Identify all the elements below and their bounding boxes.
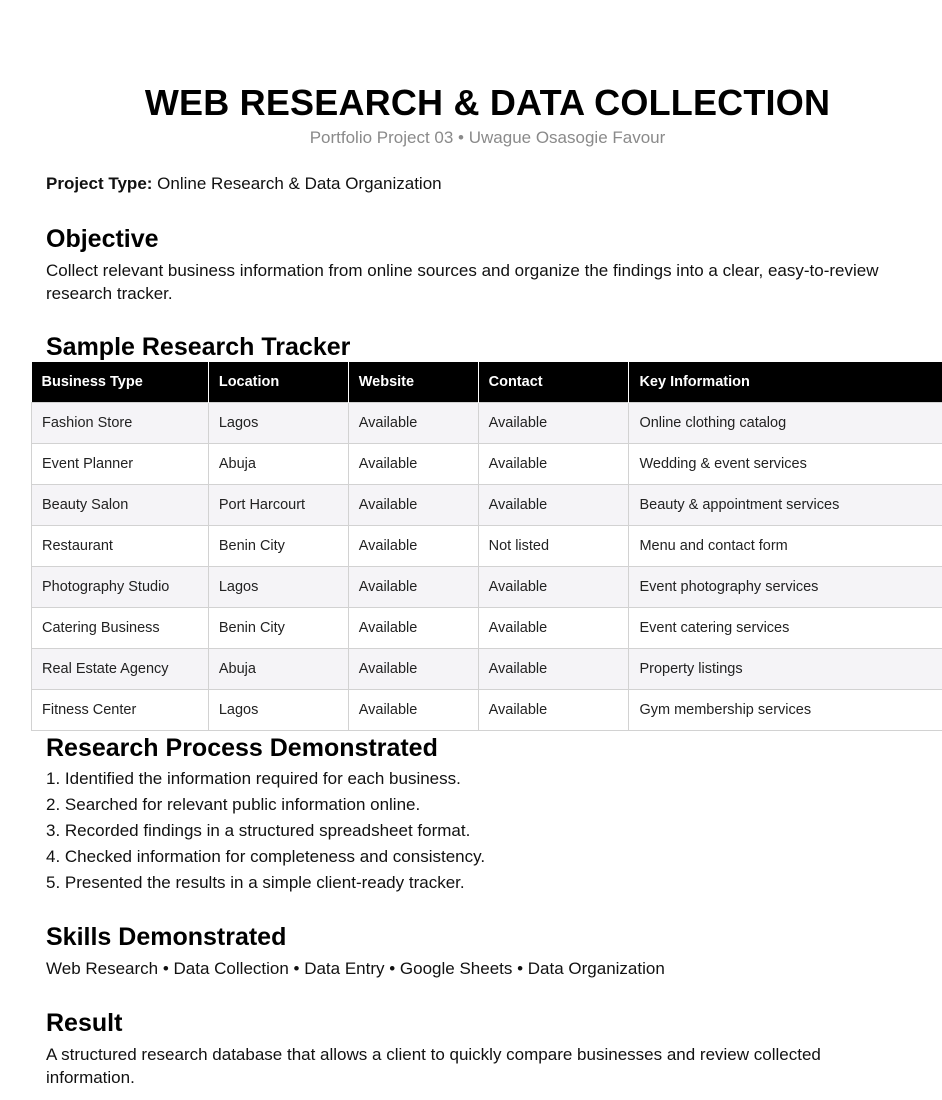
table-row <box>32 402 942 443</box>
table-cell: Available <box>478 648 629 689</box>
table-cell: Available <box>478 607 629 648</box>
table-cell: Benin City <box>208 607 348 648</box>
table-header-row <box>32 362 942 402</box>
column-header: Website <box>348 362 478 402</box>
table-cell: Lagos <box>208 402 348 443</box>
table-cell: Available <box>348 689 478 730</box>
table-cell: Available <box>348 648 478 689</box>
table-cell: Menu and contact form <box>629 525 942 566</box>
table-cell: Available <box>348 402 478 443</box>
table-cell: Available <box>478 484 629 525</box>
process-heading: Research Process Demonstrated <box>46 734 438 762</box>
table-cell: Port Harcourt <box>208 484 348 525</box>
objective-heading: Objective <box>46 225 159 253</box>
table-body <box>32 402 942 730</box>
column-header: Key Information <box>629 362 942 402</box>
list-item: 5. Presented the results in a simple client-ready tracker. <box>46 870 485 896</box>
page-subtitle: Portfolio Project 03 • Uwague Osasogie Favour <box>309 128 666 147</box>
research-tracker-table <box>31 362 942 731</box>
table-cell: Abuja <box>208 648 348 689</box>
skills-heading: Skills Demonstrated <box>46 923 287 951</box>
table-cell: Event photography services <box>629 566 942 607</box>
table-cell: Beauty Salon <box>32 484 209 525</box>
column-header: Contact <box>478 362 629 402</box>
table-row <box>32 443 942 484</box>
table-cell: Available <box>478 402 629 443</box>
table-cell: Property listings <box>629 648 942 689</box>
column-header: Business Type <box>32 362 209 402</box>
table-cell: Not listed <box>478 525 629 566</box>
table-row <box>32 566 942 607</box>
project-type-label: Project Type: <box>46 174 153 193</box>
list-item: 2. Searched for relevant public information online. <box>46 792 485 818</box>
table-cell: Available <box>478 566 629 607</box>
list-item: 3. Recorded findings in a structured spreadsheet format. <box>46 818 485 844</box>
project-type <box>46 174 442 194</box>
table-cell: Lagos <box>208 566 348 607</box>
table-cell: Available <box>348 566 478 607</box>
table-cell: Beauty & appointment services <box>629 484 942 525</box>
table-cell: Restaurant <box>32 525 209 566</box>
table-cell: Available <box>348 484 478 525</box>
table-cell: Catering Business <box>32 607 209 648</box>
table-cell: Gym membership services <box>629 689 942 730</box>
table-cell: Fitness Center <box>32 689 209 730</box>
table-cell: Available <box>478 689 629 730</box>
table-cell: Photography Studio <box>32 566 209 607</box>
table-cell: Online clothing catalog <box>629 402 942 443</box>
table-row <box>32 525 942 566</box>
skills-text: Web Research • Data Collection • Data Entry • Google Sheets • Data Organization <box>46 959 665 978</box>
table-cell: Wedding & event services <box>629 443 942 484</box>
table-cell: Available <box>348 607 478 648</box>
table-cell: Benin City <box>208 525 348 566</box>
page-title: WEB RESEARCH & DATA COLLECTION <box>144 82 831 123</box>
table-cell: Event Planner <box>32 443 209 484</box>
table-row <box>32 689 942 730</box>
table-cell: Available <box>348 443 478 484</box>
result-heading: Result <box>46 1009 123 1037</box>
table-cell: Event catering services <box>629 607 942 648</box>
project-type-value: Online Research & Data Organization <box>157 174 442 193</box>
tracker-heading: Sample Research Tracker <box>46 333 351 361</box>
table-cell: Abuja <box>208 443 348 484</box>
list-item: 4. Checked information for completeness and consistency. <box>46 844 485 870</box>
table-row <box>32 607 942 648</box>
objective-text: Collect relevant business information from online sources and organize the findings into a clear, easy-to-review research tracker. <box>46 261 879 303</box>
table-cell: Available <box>348 525 478 566</box>
table-row <box>32 484 942 525</box>
result-text: A structured research database that allows a client to quickly compare businesses and review collected information. <box>46 1045 821 1087</box>
process-steps-list <box>46 766 485 896</box>
table-cell: Lagos <box>208 689 348 730</box>
column-header: Location <box>208 362 348 402</box>
table-cell: Real Estate Agency <box>32 648 209 689</box>
list-item: 1. Identified the information required for each business. <box>46 766 485 792</box>
table-cell: Available <box>478 443 629 484</box>
table-cell: Fashion Store <box>32 402 209 443</box>
table-row <box>32 648 942 689</box>
